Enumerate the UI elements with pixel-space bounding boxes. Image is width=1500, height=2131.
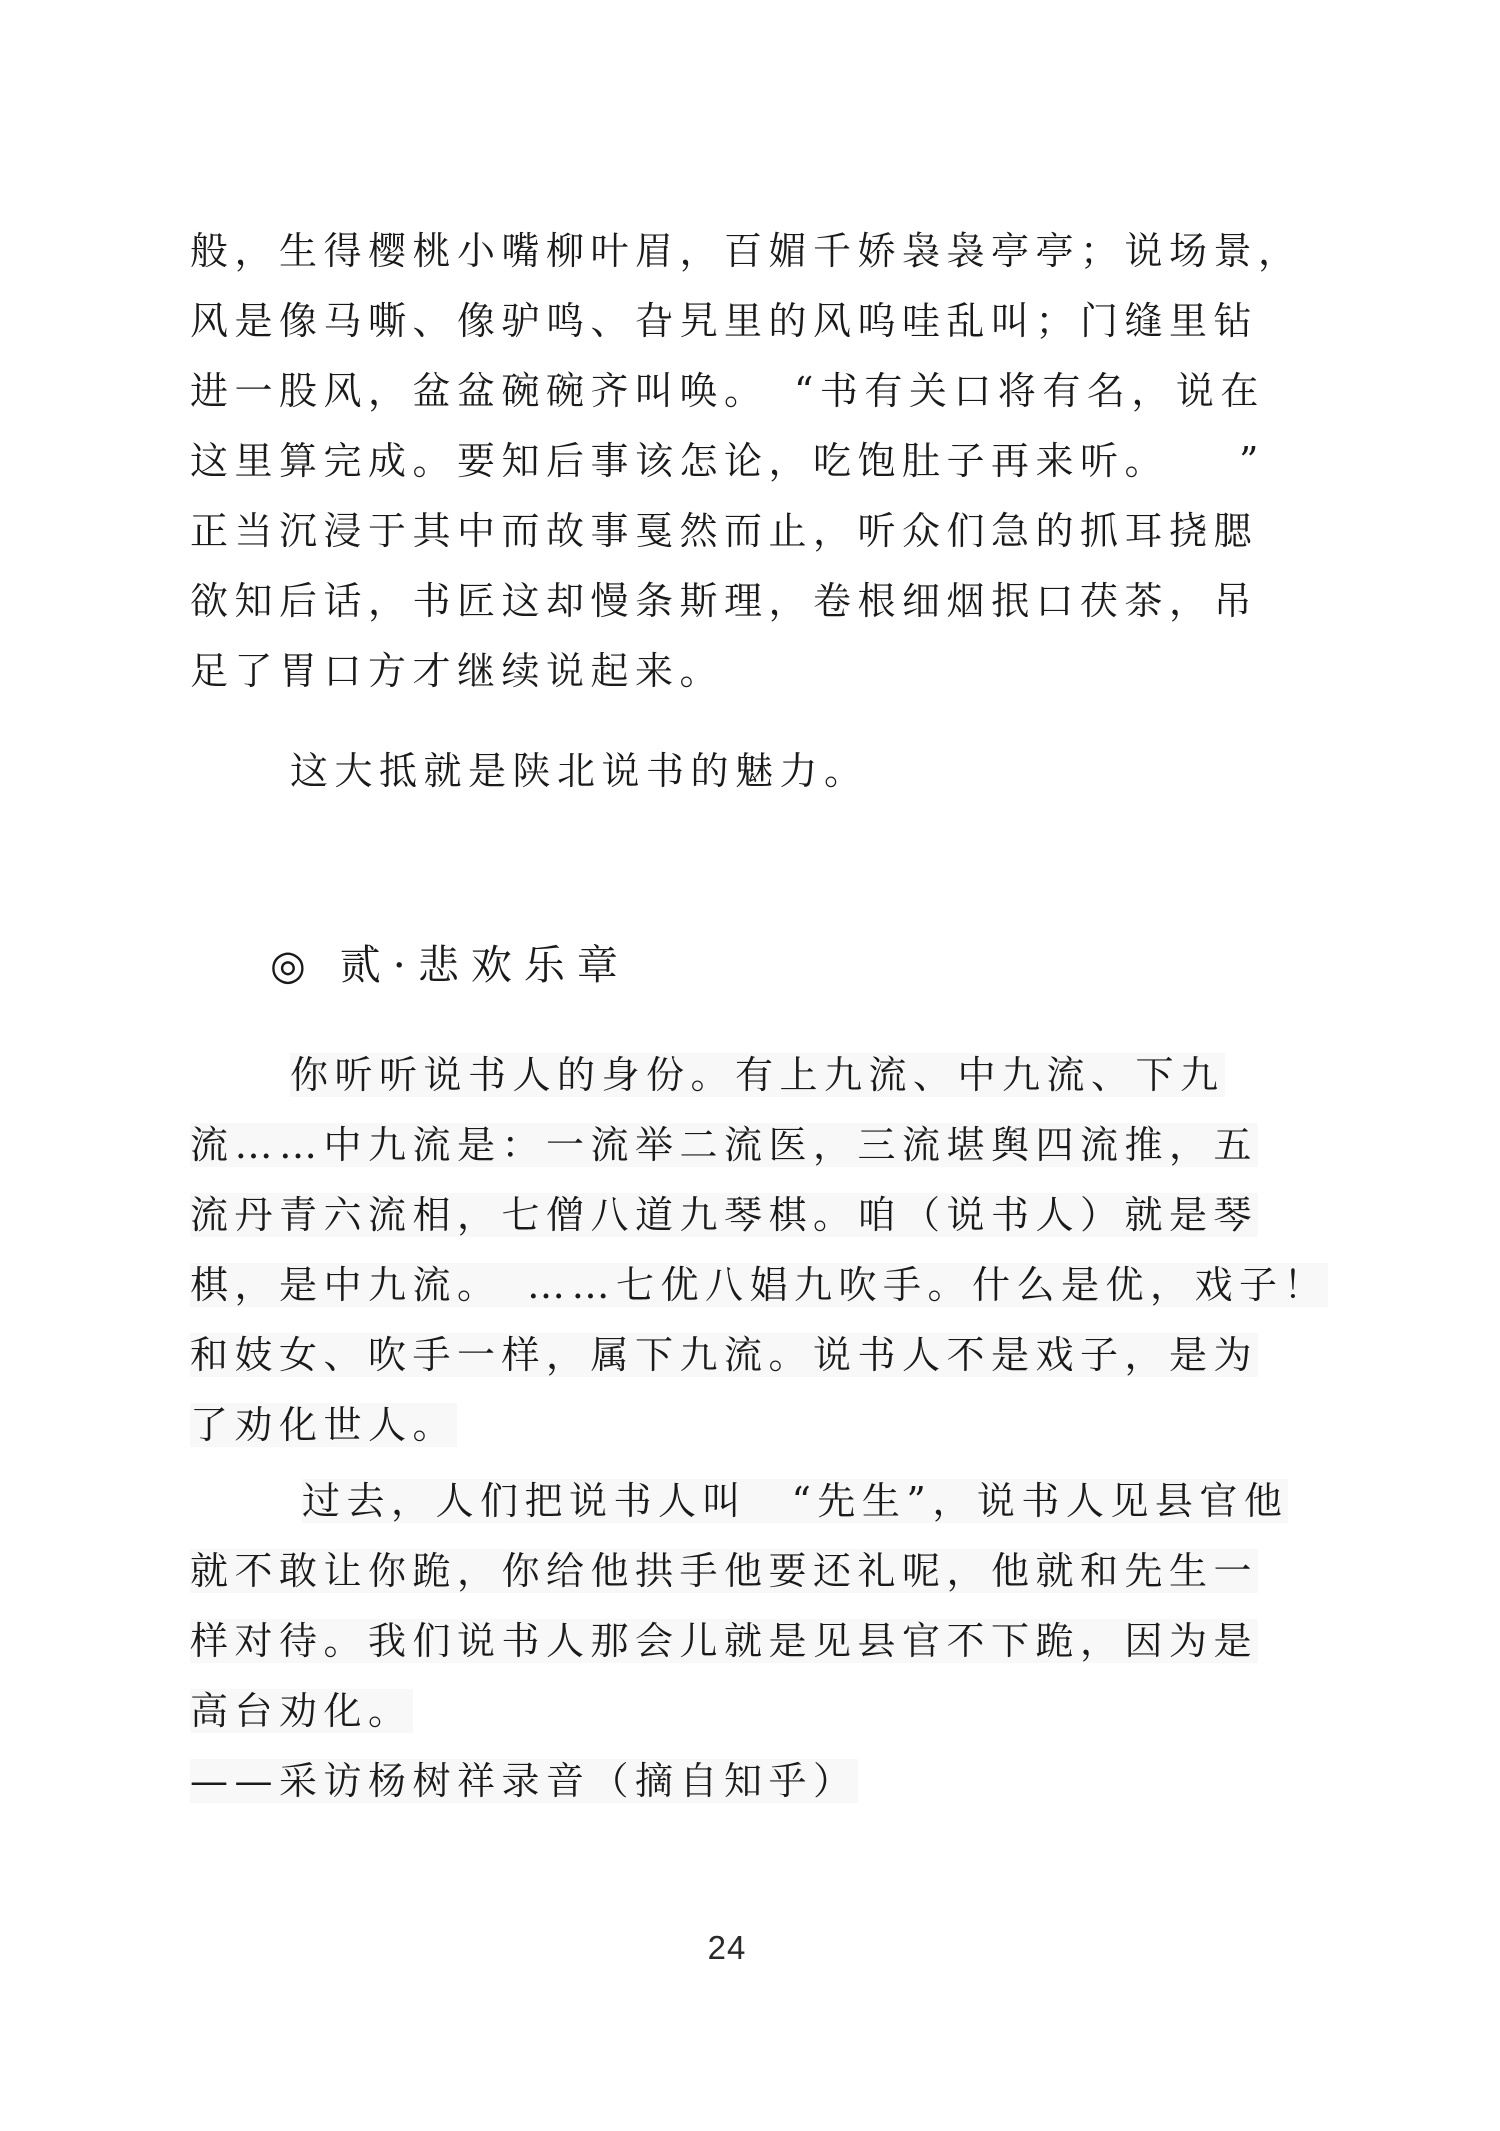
text-line — [190, 1250, 1350, 1320]
text-line-content: 般，生得樱桃小嘴柳叶眉，百媚千娇袅袅亭亭；说场景， — [190, 229, 1303, 273]
paragraph-storyteller-performance — [190, 216, 1350, 706]
section-heading — [190, 930, 1350, 1000]
text-line — [190, 566, 1350, 636]
text-line — [190, 1746, 1350, 1816]
text-line-content: 流……中九流是：一流举二流医，三流堪舆四流推，五 — [190, 1123, 1259, 1167]
text-line — [190, 496, 1350, 566]
text-line-content: 足了胃口方才继续说起来。 — [190, 649, 725, 693]
paragraph-nine-ranks-quote — [190, 1040, 1350, 1460]
text-line-content: 这里算完成。要知后事该怎论，吃饱肚子再来听。 ” — [190, 439, 1265, 483]
text-line-content: 和妓女、吹手一样，属下九流。说书人不是戏子，是为 — [190, 1333, 1259, 1377]
text-line-content: 棋，是中九流。 ……七优八娼九吹手。什么是优，戏子！ — [190, 1263, 1329, 1307]
text-line — [190, 286, 1350, 356]
text-line — [190, 356, 1350, 426]
text-line — [190, 1320, 1350, 1390]
text-line-content: 流丹青六流相，七僧八道九琴棋。咱（说书人）就是琴 — [190, 1193, 1259, 1237]
text-line — [190, 736, 1350, 806]
text-line — [190, 1180, 1350, 1250]
text-line-content: ——采访杨树祥录音（摘自知乎） — [190, 1759, 858, 1803]
text-line-content: 就不敢让你跪，你给他拱手他要还礼呢，他就和先生一 — [190, 1549, 1259, 1593]
text-line — [190, 636, 1350, 706]
text-line-content: 高台劝化。 — [190, 1689, 413, 1733]
text-line-content: 过去，人们把说书人叫 “先生”，说书人见县官他 — [302, 1479, 1289, 1523]
text-line — [190, 1040, 1350, 1110]
text-line-content: 欲知后话，书匠这却慢条斯理，卷根细烟抿口茯茶，吊 — [190, 579, 1259, 623]
text-line — [190, 1390, 1350, 1460]
text-line-content: 风是像马嘶、像驴鸣、旮旯里的风呜哇乱叫；门缝里钻 — [190, 299, 1259, 343]
page-content — [190, 216, 1350, 1816]
text-line-content: 你听听说书人的身份。有上九流、中九流、下九 — [290, 1053, 1225, 1097]
text-line — [190, 1110, 1350, 1180]
text-line — [190, 1676, 1350, 1746]
paragraph-charm-summary — [190, 736, 1350, 806]
text-line — [190, 1466, 1350, 1536]
text-line — [190, 1606, 1350, 1676]
paragraph-xiansheng-quote — [190, 1466, 1350, 1816]
text-line-content: 了劝化世人。 — [190, 1403, 458, 1447]
text-line — [190, 1536, 1350, 1606]
text-line-content: 这大抵就是陕北说书的魅力。 — [290, 749, 869, 793]
section-heading-title: 贰·悲欢乐章 — [339, 941, 630, 989]
text-line-content: 正当沉浸于其中而故事戛然而止，听众们急的抓耳挠腮 — [190, 509, 1259, 553]
text-line-content: 样对待。我们说书人那会儿就是见县官不下跪，因为是 — [190, 1619, 1259, 1663]
section-bullet-icon: ◎ — [270, 941, 306, 989]
page-number: 24 — [707, 1929, 747, 1966]
text-line-content: 进一股风，盆盆碗碗齐叫唤。 “书有关口将有名，说在 — [190, 369, 1265, 413]
text-line — [190, 216, 1350, 286]
text-line — [190, 426, 1350, 496]
